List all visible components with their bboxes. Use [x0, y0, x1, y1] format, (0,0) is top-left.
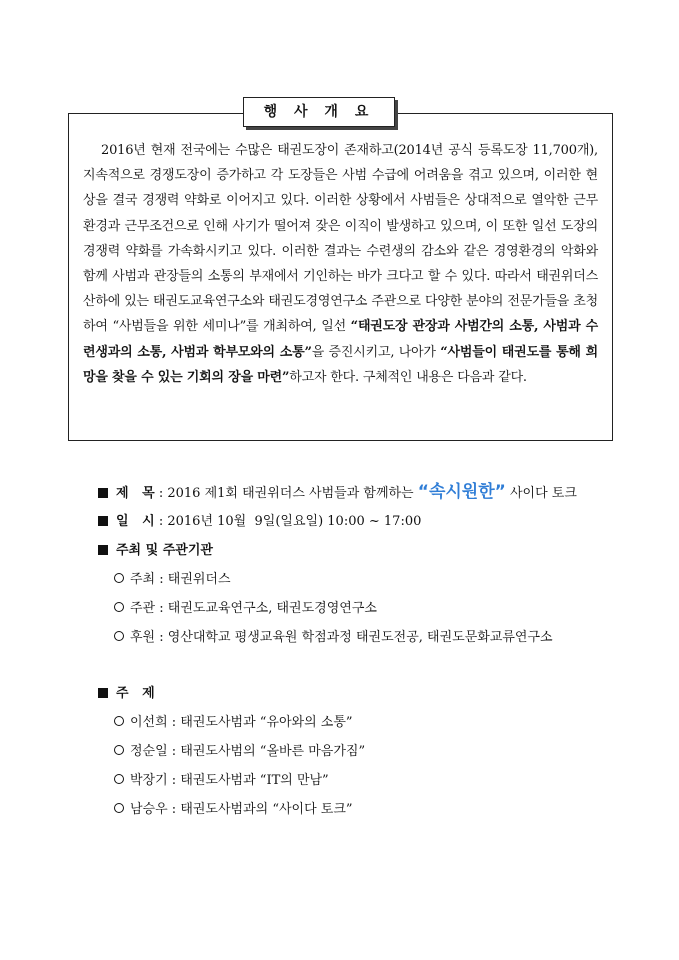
overview-text-1: 2016년 현재 전국에는 수많은 태권도장이 존재하고(2014년 공식 등록도장 11,700개), 지속적으로 경쟁도장이 증가하고 각 도장들은 사범 수급에 어려움을 겪고 있으며, 이러한 현상을 결국 경쟁력 약화로 이어지고 있다. 이러한 상황에서 사범들은 상대적으로 열악한 근무환경과 근무조건으로 인해 사기가 떨어져 잦은 이직이 발생하고 있으며, 이 또한 일선 도장의 경쟁력 약화를 가속화시키고 있다. 이러한 결과는 수련생의 감소와 같은 경영환경의 악화와 함께 사범과 관장들의 소통의 부재에서 기인하는 바가 크다고 할 수 있다. 따라서 태권위더스 산하에 있는 태권도교육연구소와 태권도경영연구소 주관으로 다양한 분야의 전문가들을 초청하여 “사범들을 위한 세미나”를 개최하여, 일선 — [83, 143, 598, 335]
event-date-row: 일 시 : 2016년 10월 9일(일요일) 10:00 ~ 17:00 — [98, 507, 658, 536]
square-bullet-icon — [98, 488, 108, 498]
event-title-post: 사이다 토크 — [509, 486, 577, 501]
circle-bullet-icon — [114, 602, 124, 612]
event-date-label: 일 시 — [116, 514, 155, 529]
host-item-text: 주최 : 태권위더스 — [130, 572, 231, 587]
list-item — [98, 565, 658, 594]
list-item — [98, 737, 658, 766]
circle-bullet-icon — [114, 774, 124, 784]
topic-item-text: 남승우 : 태권도사범과의 “사이다 토크” — [130, 802, 353, 817]
list-item — [98, 766, 658, 795]
circle-bullet-icon — [114, 745, 124, 755]
event-host-label: 주최 및 주관기관 — [116, 543, 213, 558]
overview-paragraph — [83, 138, 598, 390]
overview-box — [68, 113, 613, 441]
overview-bold-1: “태권도장 관장과 사범간의 소통, 사범과 수련생과의 소통, 사범과 학부모와의 소통” — [83, 319, 598, 360]
list-item — [98, 623, 658, 652]
square-bullet-icon — [98, 545, 108, 555]
event-title-label: 제 목 — [116, 486, 155, 501]
list-item — [98, 594, 658, 623]
event-host-heading — [98, 536, 658, 565]
overview-bold-2: “사범들이 태권도를 통해 희망을 찾을 수 있는 기회의 장을 마련” — [83, 344, 598, 385]
circle-bullet-icon — [114, 631, 124, 641]
topic-item-text: 정순일 : 태권도사범의 “올바른 마음가짐” — [130, 744, 366, 759]
overview-text-2: 을 증진시키고, 나아가 — [311, 344, 441, 360]
event-topic-label: 주 제 — [116, 686, 155, 701]
event-title-row: 제 목 : 2016 제1회 태권위더스 사범들과 함께하는 “속시원한” 사이다 토크 — [98, 478, 658, 507]
event-title-quote: “속시원한” — [417, 482, 506, 502]
topic-item-text: 이선희 : 태권도사범과 “유아와의 소통” — [130, 715, 353, 730]
event-title-pre: 2016 제1회 태권위더스 사범들과 함께하는 — [167, 486, 414, 501]
circle-bullet-icon — [114, 573, 124, 583]
event-topic-heading — [98, 679, 658, 708]
square-bullet-icon — [98, 516, 108, 526]
host-item-text: 주관 : 태권도교육연구소, 태권도경영연구소 — [130, 601, 377, 616]
event-info — [98, 478, 658, 824]
circle-bullet-icon — [114, 803, 124, 813]
topic-item-text: 박장기 : 태권도사범과 “IT의 만남” — [130, 773, 329, 788]
host-item-text: 후원 : 영산대학교 평생교육원 학점과정 태권도전공, 태권도문화교류연구소 — [130, 630, 553, 645]
overview-text-3: 하고자 한다. 구체적인 내용은 다음과 같다. — [289, 369, 527, 385]
list-item — [98, 795, 658, 824]
overview-title: 행 사 개 요 — [243, 97, 395, 127]
event-date-value: 2016년 10월 9일(일요일) 10:00 ~ 17:00 — [167, 514, 422, 529]
square-bullet-icon — [98, 688, 108, 698]
circle-bullet-icon — [114, 716, 124, 726]
list-item — [98, 708, 658, 737]
